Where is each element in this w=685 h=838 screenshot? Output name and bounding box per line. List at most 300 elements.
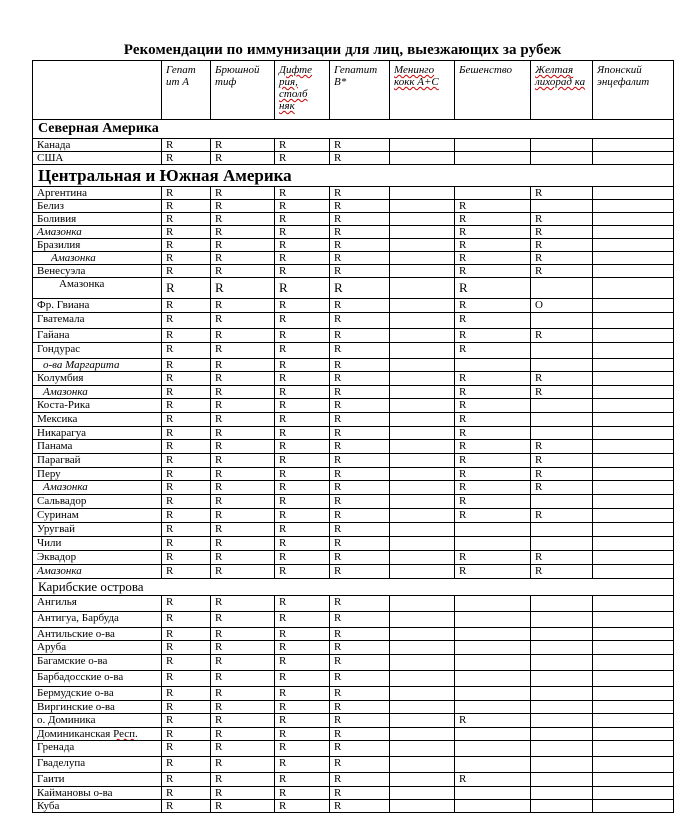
table-cell: R <box>531 213 593 226</box>
table-cell: R <box>162 427 211 440</box>
table-cell: R <box>162 278 211 299</box>
table-row <box>33 687 674 701</box>
table-cell: R <box>330 386 390 399</box>
table-cell: R <box>162 440 211 454</box>
table-cell <box>593 372 674 386</box>
country-name: Бермудские о-ва <box>33 687 162 701</box>
page-title: Рекомендации по иммунизации для лиц, выезжающих за рубеж <box>123 42 562 58</box>
table-cell <box>593 343 674 359</box>
country-name: Аруба <box>33 641 162 655</box>
table-cell: R <box>211 773 275 787</box>
table-cell: R <box>455 252 531 265</box>
table-cell <box>593 509 674 523</box>
country-name: Гренада <box>33 741 162 757</box>
table-cell <box>455 359 531 372</box>
table-cell <box>390 565 455 579</box>
table-cell: R <box>162 655 211 671</box>
table-cell <box>593 359 674 372</box>
table-cell: R <box>330 655 390 671</box>
table-cell: R <box>275 671 330 687</box>
table-cell: R <box>330 728 390 741</box>
table-cell <box>593 773 674 787</box>
table-cell <box>593 399 674 413</box>
table-row <box>33 299 674 313</box>
table-cell: R <box>455 386 531 399</box>
table-cell: R <box>455 551 531 565</box>
table-cell <box>390 671 455 687</box>
table-cell: R <box>275 509 330 523</box>
table-cell: R <box>211 329 275 343</box>
table-row <box>33 741 674 757</box>
country-name: Уругвай <box>33 523 162 537</box>
table-cell <box>390 139 455 152</box>
table-cell: R <box>275 226 330 239</box>
section-row <box>33 165 674 187</box>
table-cell <box>593 468 674 481</box>
table-cell <box>455 152 531 165</box>
table-cell: R <box>330 714 390 728</box>
country-name: Белиз <box>33 200 162 213</box>
table-cell: R <box>275 187 330 200</box>
table-cell: R <box>455 714 531 728</box>
table-cell: R <box>162 551 211 565</box>
table-cell: R <box>211 787 275 800</box>
column-header: Гепатит В* <box>330 61 390 120</box>
table-row <box>33 213 674 226</box>
table-cell: O <box>531 299 593 313</box>
table-cell <box>455 741 531 757</box>
table-cell: R <box>162 252 211 265</box>
table-cell <box>593 741 674 757</box>
table-row <box>33 252 674 265</box>
table-cell: R <box>211 596 275 612</box>
country-name: о. Доминика <box>33 714 162 728</box>
table-cell: R <box>330 495 390 509</box>
table-cell: R <box>162 687 211 701</box>
table-cell <box>593 329 674 343</box>
country-name: Суринам <box>33 509 162 523</box>
table-cell: R <box>275 741 330 757</box>
table-cell <box>593 200 674 213</box>
table-row <box>33 313 674 329</box>
section-title: Северная Америка <box>33 120 674 139</box>
table-cell: R <box>162 329 211 343</box>
table-cell: R <box>531 252 593 265</box>
table-cell <box>531 655 593 671</box>
table-cell <box>390 509 455 523</box>
table-cell: R <box>162 596 211 612</box>
table-cell: R <box>455 440 531 454</box>
table-cell <box>593 187 674 200</box>
table-cell <box>531 399 593 413</box>
table-cell <box>593 427 674 440</box>
table-cell <box>390 481 455 495</box>
table-cell: R <box>275 399 330 413</box>
table-cell: R <box>162 454 211 468</box>
table-cell <box>531 152 593 165</box>
table-cell <box>531 757 593 773</box>
table-cell <box>531 687 593 701</box>
table-cell: R <box>330 139 390 152</box>
table-cell <box>593 612 674 628</box>
table-cell: R <box>275 787 330 800</box>
table-cell <box>455 612 531 628</box>
table-cell: R <box>531 509 593 523</box>
table-cell: R <box>330 468 390 481</box>
immunization-table-container <box>32 60 673 813</box>
table-row <box>33 440 674 454</box>
country-name: Гондурас <box>33 343 162 359</box>
table-cell: R <box>211 565 275 579</box>
table-cell: R <box>455 427 531 440</box>
table-cell: R <box>211 800 275 813</box>
table-cell: R <box>162 714 211 728</box>
table-cell <box>390 741 455 757</box>
table-cell <box>390 427 455 440</box>
table-cell: R <box>330 187 390 200</box>
table-cell <box>455 628 531 641</box>
country-name: Антильские о-ва <box>33 628 162 641</box>
table-cell <box>390 551 455 565</box>
country-name: Амазонка <box>33 565 162 579</box>
table-cell: R <box>162 152 211 165</box>
table-cell <box>593 671 674 687</box>
table-cell <box>390 787 455 800</box>
table-cell <box>390 596 455 612</box>
table-cell: R <box>330 596 390 612</box>
table-cell: R <box>211 359 275 372</box>
table-cell: R <box>275 701 330 714</box>
table-cell <box>593 313 674 329</box>
table-cell: R <box>162 359 211 372</box>
table-cell <box>593 278 674 299</box>
country-name: Коста-Рика <box>33 399 162 413</box>
country-name: Парагвай <box>33 454 162 468</box>
table-cell <box>593 596 674 612</box>
section-title: Карибские острова <box>33 579 674 596</box>
table-cell <box>593 252 674 265</box>
table-cell: R <box>275 372 330 386</box>
table-cell: R <box>275 265 330 278</box>
table-cell <box>455 596 531 612</box>
table-cell: R <box>455 495 531 509</box>
column-header: Японский энцефалит <box>593 61 674 120</box>
country-name: Мексика <box>33 413 162 427</box>
table-cell: R <box>211 481 275 495</box>
table-cell: R <box>211 523 275 537</box>
table-cell <box>390 701 455 714</box>
country-name: Бразилия <box>33 239 162 252</box>
table-cell: R <box>330 641 390 655</box>
country-name: Антигуа, Барбуда <box>33 612 162 628</box>
section-row <box>33 120 674 139</box>
table-cell <box>390 612 455 628</box>
country-name: Никарагуа <box>33 427 162 440</box>
table-cell: R <box>211 343 275 359</box>
table-cell <box>593 641 674 655</box>
table-cell <box>593 757 674 773</box>
table-cell: R <box>330 800 390 813</box>
table-row <box>33 187 674 200</box>
table-cell <box>390 454 455 468</box>
table-cell <box>390 386 455 399</box>
country-name: Куба <box>33 800 162 813</box>
table-cell: R <box>211 671 275 687</box>
table-row <box>33 537 674 551</box>
country-name-text: Респ. <box>113 728 138 740</box>
table-cell: R <box>162 226 211 239</box>
table-cell: R <box>330 359 390 372</box>
table-cell <box>531 413 593 427</box>
table-cell <box>455 787 531 800</box>
table-cell: R <box>275 757 330 773</box>
table-row <box>33 773 674 787</box>
table-cell: R <box>162 509 211 523</box>
table-cell: R <box>531 551 593 565</box>
table-row <box>33 239 674 252</box>
table-cell: R <box>275 440 330 454</box>
table-cell: R <box>162 299 211 313</box>
table-cell: R <box>455 372 531 386</box>
table-cell: R <box>330 200 390 213</box>
table-cell <box>593 551 674 565</box>
table-cell: R <box>330 265 390 278</box>
section-title: Центральная и Южная Америка <box>33 165 674 187</box>
table-cell: R <box>211 299 275 313</box>
table-cell: R <box>211 495 275 509</box>
table-cell: R <box>211 413 275 427</box>
table-cell <box>390 313 455 329</box>
table-cell <box>593 213 674 226</box>
table-row <box>33 671 674 687</box>
column-header-text: Менинго кокк А+С <box>394 64 439 88</box>
column-header: Брюшной тиф <box>211 61 275 120</box>
table-cell: R <box>330 278 390 299</box>
table-cell: R <box>531 372 593 386</box>
table-cell <box>593 714 674 728</box>
table-cell: R <box>275 687 330 701</box>
table-cell <box>593 787 674 800</box>
table-cell: R <box>211 757 275 773</box>
table-cell: R <box>162 537 211 551</box>
table-cell <box>455 523 531 537</box>
table-cell: R <box>275 427 330 440</box>
table-cell: R <box>162 372 211 386</box>
table-row <box>33 399 674 413</box>
table-cell: R <box>330 565 390 579</box>
country-name: о-ва Маргарита <box>33 359 162 372</box>
table-cell: R <box>275 537 330 551</box>
country-name: Гватемала <box>33 313 162 329</box>
table-cell: R <box>455 329 531 343</box>
table-cell: R <box>162 399 211 413</box>
country-name: Фр. Гвиана <box>33 299 162 313</box>
table-row <box>33 454 674 468</box>
table-cell: R <box>275 800 330 813</box>
table-cell <box>455 187 531 200</box>
table-cell: R <box>455 454 531 468</box>
table-cell: R <box>162 213 211 226</box>
table-cell <box>531 714 593 728</box>
table-cell: R <box>275 359 330 372</box>
table-cell <box>531 200 593 213</box>
table-cell: R <box>162 386 211 399</box>
table-cell <box>531 495 593 509</box>
table-cell <box>531 278 593 299</box>
table-cell: R <box>275 495 330 509</box>
table-cell: R <box>330 509 390 523</box>
table-cell: R <box>211 152 275 165</box>
table-cell: R <box>162 313 211 329</box>
table-cell <box>390 537 455 551</box>
table-cell: R <box>211 265 275 278</box>
table-cell: R <box>162 139 211 152</box>
table-cell <box>390 187 455 200</box>
country-name: Панама <box>33 440 162 454</box>
table-row <box>33 596 674 612</box>
table-cell: R <box>275 454 330 468</box>
table-cell: R <box>162 701 211 714</box>
table-cell: R <box>211 252 275 265</box>
country-name: Амазонка <box>33 252 162 265</box>
table-cell <box>390 440 455 454</box>
table-cell: R <box>455 343 531 359</box>
table-row <box>33 200 674 213</box>
table-cell: R <box>211 239 275 252</box>
table-cell: R <box>162 413 211 427</box>
table-cell <box>531 537 593 551</box>
table-cell: R <box>275 213 330 226</box>
column-header-text: Дифте рия, столб няк <box>279 64 312 112</box>
table-cell <box>390 399 455 413</box>
table-cell: R <box>330 239 390 252</box>
table-row <box>33 701 674 714</box>
table-cell: R <box>162 495 211 509</box>
table-row <box>33 565 674 579</box>
table-cell: R <box>162 239 211 252</box>
table-cell <box>390 628 455 641</box>
table-cell <box>593 565 674 579</box>
table-cell: R <box>211 427 275 440</box>
table-cell: R <box>211 741 275 757</box>
table-cell: R <box>211 200 275 213</box>
table-row <box>33 265 674 278</box>
column-header: Гепат ит А <box>162 61 211 120</box>
table-cell <box>455 687 531 701</box>
column-header <box>390 61 455 120</box>
table-cell <box>593 386 674 399</box>
table-cell: R <box>455 468 531 481</box>
table-cell <box>390 252 455 265</box>
table-cell: R <box>211 509 275 523</box>
table-cell <box>390 773 455 787</box>
table-cell: R <box>275 139 330 152</box>
table-cell: R <box>275 655 330 671</box>
table-cell: R <box>275 612 330 628</box>
table-cell <box>531 773 593 787</box>
column-header <box>531 61 593 120</box>
table-cell: R <box>531 187 593 200</box>
table-cell: R <box>330 313 390 329</box>
table-cell: R <box>211 728 275 741</box>
table-cell: R <box>211 612 275 628</box>
table-cell: R <box>211 537 275 551</box>
table-cell <box>390 226 455 239</box>
table-cell: R <box>455 299 531 313</box>
table-cell: R <box>330 773 390 787</box>
table-cell: R <box>211 687 275 701</box>
table-cell <box>390 641 455 655</box>
table-cell: R <box>275 773 330 787</box>
table-cell: R <box>275 299 330 313</box>
immunization-table <box>32 60 674 813</box>
table-cell <box>593 299 674 313</box>
table-cell <box>593 523 674 537</box>
table-cell: R <box>455 509 531 523</box>
table-cell: R <box>330 343 390 359</box>
country-name: Гваделупа <box>33 757 162 773</box>
table-cell: R <box>275 628 330 641</box>
table-cell: R <box>330 551 390 565</box>
table-cell <box>390 800 455 813</box>
country-name: Чили <box>33 537 162 551</box>
table-cell <box>593 655 674 671</box>
table-cell: R <box>275 278 330 299</box>
table-cell <box>390 655 455 671</box>
table-cell: R <box>455 239 531 252</box>
table-cell: R <box>162 565 211 579</box>
country-name: Эквадор <box>33 551 162 565</box>
table-cell: R <box>330 226 390 239</box>
table-cell: R <box>275 313 330 329</box>
column-header-text: Желтая лихорад ка <box>535 64 586 88</box>
table-cell: R <box>275 329 330 343</box>
country-name: Доминиканская Респ. <box>33 728 162 741</box>
table-cell: R <box>162 612 211 628</box>
table-cell <box>593 239 674 252</box>
table-cell <box>593 440 674 454</box>
table-cell: R <box>531 440 593 454</box>
country-name: Сальвадор <box>33 495 162 509</box>
table-row <box>33 427 674 440</box>
table-row <box>33 468 674 481</box>
table-cell: R <box>330 671 390 687</box>
table-cell: R <box>531 329 593 343</box>
table-cell: R <box>211 641 275 655</box>
table-cell: R <box>211 278 275 299</box>
table-cell <box>531 787 593 800</box>
column-header <box>33 61 162 120</box>
table-cell <box>531 671 593 687</box>
table-cell: R <box>330 213 390 226</box>
table-cell <box>531 612 593 628</box>
country-name: Амазонка <box>33 481 162 495</box>
table-cell <box>531 641 593 655</box>
table-cell: R <box>275 343 330 359</box>
table-cell: R <box>330 413 390 427</box>
table-cell: R <box>330 787 390 800</box>
table-cell: R <box>211 454 275 468</box>
table-cell: R <box>330 372 390 386</box>
table-cell <box>390 329 455 343</box>
table-cell: R <box>455 278 531 299</box>
table-cell: R <box>330 701 390 714</box>
table-cell <box>390 359 455 372</box>
table-cell <box>390 687 455 701</box>
table-cell <box>455 671 531 687</box>
table-cell: R <box>455 213 531 226</box>
table-cell: R <box>275 481 330 495</box>
